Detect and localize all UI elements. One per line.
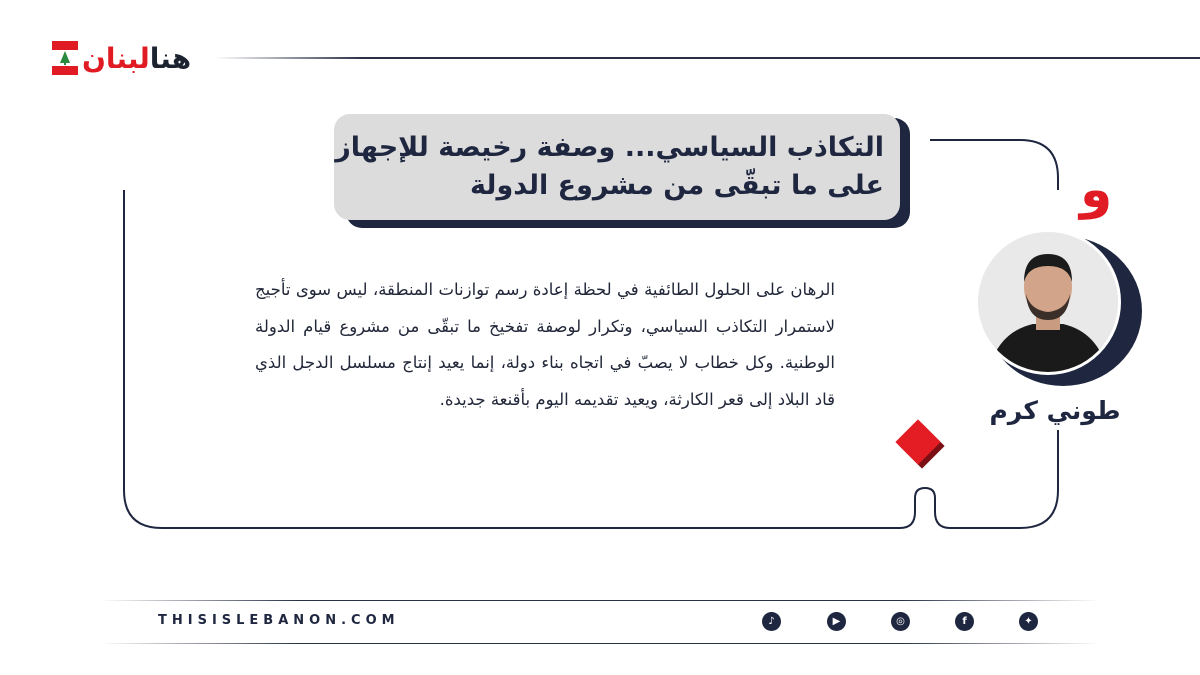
logo-part-b: لبنان	[82, 41, 150, 75]
facebook-glyph: f	[962, 616, 967, 627]
footer-divider-top	[100, 600, 1100, 601]
quote-mark-icon: و	[1080, 160, 1113, 220]
instagram-icon[interactable]	[891, 612, 910, 631]
headline-line-1: التكاذب السياسي... وصفة رخيصة للإجهاز	[335, 132, 884, 163]
tiktok-icon[interactable]	[762, 612, 781, 631]
twitter-glyph: ✦	[1024, 616, 1033, 627]
footer-divider-bottom	[100, 643, 1100, 644]
article-excerpt: الرهان على الحلول الطائفية في لحظة إعادة رسم توازنات المنطقة، ليس سوى تأجيج لاستمرار التكاذب السياسي، وتكرار لوصفة تفخيخ ما تبقّى من مشروع قيام الدولة الوطنية. وكل خطاب لا يصبّ في اتجاه بناء دولة، إنما يعيد إنتاج مسلسل الدجل الذي قاد البلاد إلى قعر الكارثة، ويعيد تقديمه اليوم بأقنعة جديدة.	[255, 280, 835, 409]
headline-line-2: على ما تبقّى من مشروع الدولة	[469, 170, 884, 201]
youtube-glyph: ▶	[832, 616, 841, 627]
instagram-glyph: ◎	[896, 616, 905, 627]
author-avatar	[975, 229, 1121, 375]
author-name: طوني كرم	[989, 396, 1121, 425]
site-url-link[interactable]: THISISLEBANON.COM	[158, 613, 400, 628]
logo-part-a: هنا	[149, 41, 192, 75]
twitter-icon[interactable]	[1019, 612, 1038, 631]
facebook-icon[interactable]	[955, 612, 974, 631]
tiktok-glyph: ♪	[768, 616, 775, 627]
youtube-icon[interactable]	[827, 612, 846, 631]
headline-box	[334, 114, 900, 220]
